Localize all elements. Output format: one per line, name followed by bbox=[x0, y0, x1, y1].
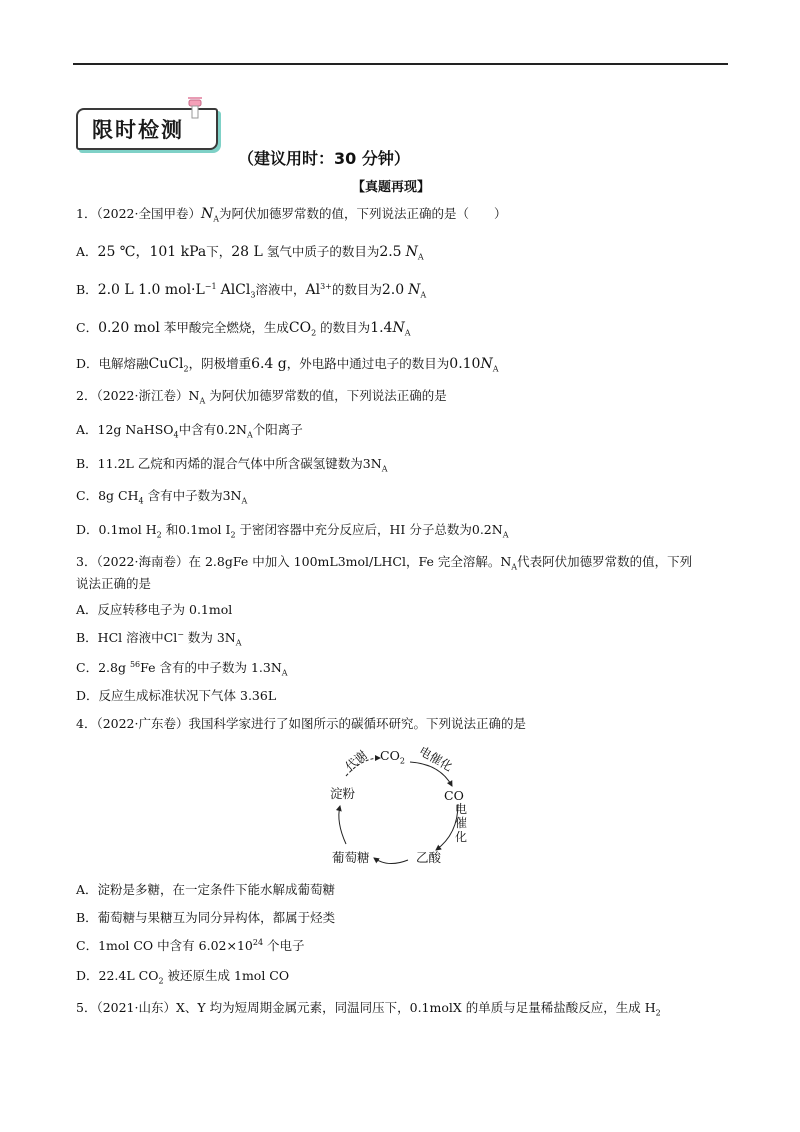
option-math: HI bbox=[389, 522, 406, 537]
option-text: 数为 3N bbox=[187, 630, 236, 646]
option-math: 6.4 g bbox=[251, 356, 287, 372]
na-sub: A bbox=[241, 496, 248, 506]
option-text: 氢气中质子的数目为 bbox=[266, 244, 380, 259]
option-math: 3N bbox=[362, 456, 382, 471]
option-math: CuCl bbox=[148, 356, 184, 372]
option-text: 分子总数为 bbox=[409, 522, 472, 537]
na-var: N bbox=[408, 282, 421, 299]
option-text: ，外电路中通过电子的数目为 bbox=[286, 356, 450, 371]
option-text: 含有中子数为 bbox=[147, 488, 223, 503]
suggested-time: （建议用时：30 分钟） bbox=[238, 149, 410, 168]
q5-sub: 2 bbox=[655, 1008, 661, 1018]
option-math: 3N bbox=[222, 488, 242, 503]
option-math: 2.0 L 1.0 mol·L bbox=[97, 282, 205, 299]
top-rule bbox=[73, 63, 728, 65]
q3-text: 代表阿伏加德罗常数的值，下列 bbox=[517, 554, 693, 569]
option-math: Cl bbox=[163, 630, 178, 646]
label-electrocatalysis-1: 电催化 bbox=[416, 743, 455, 774]
option-math: 28 L bbox=[231, 244, 263, 260]
option-text: 和 bbox=[165, 522, 179, 537]
node-co2-sub: 2 bbox=[399, 756, 405, 766]
option-label: B． bbox=[76, 282, 98, 298]
option-sub: 3 bbox=[250, 290, 256, 300]
na-sub: A bbox=[246, 430, 253, 440]
carbon-cycle-diagram bbox=[318, 742, 478, 870]
elec2-char: 化 bbox=[455, 830, 468, 844]
option-math: 0.2N bbox=[471, 522, 503, 537]
q3-option-c bbox=[76, 660, 288, 678]
option-text: C．1mol CO 中含有 bbox=[76, 938, 195, 954]
na-var: N bbox=[188, 388, 200, 403]
option-math: 1.4 bbox=[370, 320, 393, 336]
node-co: CO bbox=[444, 788, 464, 803]
q1-na-var: N bbox=[201, 206, 214, 222]
option-math: Al bbox=[305, 282, 321, 299]
option-text: 溶液中， bbox=[255, 282, 306, 298]
node-co2-text: CO bbox=[380, 748, 400, 763]
option-math: 12g NaHSO bbox=[97, 422, 174, 437]
q1-na-sub: A bbox=[213, 214, 220, 224]
q1-option-b bbox=[76, 282, 426, 300]
q2-option-c bbox=[76, 488, 247, 506]
option-text: 苯甲酸完全燃烧，生成 bbox=[163, 320, 289, 335]
na-sub: A bbox=[281, 668, 288, 678]
q5-stem bbox=[76, 1000, 661, 1018]
q2-stem bbox=[76, 388, 447, 406]
option-math: 0.20 mol bbox=[98, 320, 160, 336]
option-math: 25 ℃，101 kPa bbox=[97, 244, 207, 260]
node-co2 bbox=[380, 748, 405, 766]
option-label: D． bbox=[76, 522, 99, 537]
na-sub: A bbox=[502, 530, 509, 540]
q1-option-a bbox=[76, 244, 424, 262]
badge-title: 限时检测 bbox=[92, 118, 184, 142]
na-sub: A bbox=[381, 464, 388, 474]
q1-option-d bbox=[76, 356, 498, 374]
option-label: A． bbox=[76, 422, 98, 437]
option-text: 被还原生成 1mol CO bbox=[167, 968, 290, 983]
option-sup: −1 bbox=[204, 282, 217, 291]
option-label: C． bbox=[76, 488, 99, 503]
option-sub: 2 bbox=[183, 364, 189, 374]
option-math: 2.5 bbox=[379, 244, 402, 260]
option-math: 2.0 bbox=[381, 282, 405, 299]
option-sub: 4 bbox=[173, 430, 179, 440]
option-text: B．11.2L 乙烷和丙烯的混合气体中所含碳氢键数为 bbox=[76, 456, 363, 471]
q2-option-a bbox=[76, 422, 303, 440]
option-math: 0.10 bbox=[449, 356, 481, 372]
q2-text: 为阿伏加德罗常数的值，下列说法正确的是 bbox=[209, 388, 447, 403]
option-text: D．22.4L CO bbox=[76, 968, 159, 983]
q3-stem-line2: 说法正确的是 bbox=[76, 576, 152, 591]
na-sub: A bbox=[417, 252, 424, 262]
q3-text: 3．（2022·海南卷）在 2.8gFe 中加入 100mL3mol/LHCl，Fe 完全溶解。N bbox=[76, 554, 512, 569]
option-math: AlCl bbox=[220, 282, 251, 299]
q1-source: （2022·全国甲卷） bbox=[96, 206, 201, 221]
option-label: A． bbox=[76, 244, 98, 259]
q4-option-d bbox=[76, 968, 289, 986]
binder-clip-icon bbox=[186, 96, 206, 120]
option-sub: 4 bbox=[138, 496, 144, 506]
q4-option-a: A．淀粉是多糖，在一定条件下能水解成葡萄糖 bbox=[76, 882, 336, 897]
elec2-char: 催 bbox=[455, 816, 468, 830]
option-text: 中含有 bbox=[178, 422, 217, 437]
option-math: 6.02×10 bbox=[198, 938, 253, 954]
option-math: 8g CH bbox=[98, 488, 139, 503]
option-text: 于密闭容器中充分反应后， bbox=[239, 522, 390, 537]
q3-option-a: A．反应转移电子为 0.1mol bbox=[76, 602, 233, 617]
option-math: CO bbox=[288, 320, 312, 336]
q1-text: 为阿伏加德罗常数的值，下列说法正确的是（ ） bbox=[219, 206, 507, 221]
option-text: 电解熔融 bbox=[98, 356, 149, 371]
q5-text: 5．（2021·山东）X、Y 均为短周期金属元素，同温同压下，0.1molX 的单质与足量稀盐酸反应，生成 H bbox=[76, 1000, 656, 1015]
option-text: C．2.8g bbox=[76, 660, 126, 676]
label-metabolism: 代谢 bbox=[342, 747, 371, 774]
option-sub: 2 bbox=[230, 530, 236, 540]
option-text: 个电子 bbox=[267, 938, 305, 954]
q1-number: 1． bbox=[76, 206, 97, 221]
option-sub: 2 bbox=[156, 530, 162, 540]
na-sub: A bbox=[235, 638, 242, 648]
na-sub: A bbox=[404, 328, 411, 338]
q3-option-b bbox=[76, 630, 242, 648]
option-label: D． bbox=[76, 356, 99, 371]
option-sup: 3+ bbox=[320, 282, 332, 291]
option-math: Fe bbox=[140, 660, 156, 676]
option-sub: 2 bbox=[158, 976, 164, 986]
q2-option-b bbox=[76, 456, 387, 474]
option-math: 0.2N bbox=[216, 422, 247, 437]
na-var: N bbox=[392, 320, 405, 336]
q4-option-c bbox=[76, 938, 305, 953]
node-glucose: 葡萄糖 bbox=[332, 850, 370, 865]
node-acetic-acid: 乙酸 bbox=[416, 850, 442, 865]
na-sub: A bbox=[511, 562, 518, 572]
option-text: B．HCl 溶液中 bbox=[76, 630, 164, 646]
option-sup: 56 bbox=[129, 660, 141, 669]
section-heading: 【真题再现】 bbox=[352, 180, 431, 195]
option-sup: − bbox=[177, 630, 184, 639]
option-text: 的数目为 bbox=[320, 320, 371, 335]
option-label: C． bbox=[76, 320, 99, 335]
option-text: 的数目为 bbox=[331, 282, 382, 298]
na-sub: A bbox=[199, 396, 206, 406]
option-text: ，阴极增重 bbox=[188, 356, 252, 371]
na-sub: A bbox=[420, 290, 427, 300]
q2-number-source: 2．（2022·浙江卷） bbox=[76, 388, 189, 403]
q1-option-c bbox=[76, 320, 410, 338]
option-math: 0.1mol H bbox=[98, 522, 157, 537]
q3-option-d: D．反应生成标准状况下气体 3.36L bbox=[76, 688, 277, 703]
na-var: N bbox=[480, 356, 493, 372]
q4-stem: 4．（2022·广东卷）我国科学家进行了如图所示的碳循环研究。下列说法正确的是 bbox=[76, 716, 526, 731]
elec2-char: 电 bbox=[455, 802, 468, 816]
label-electrocatalysis-2 bbox=[455, 802, 467, 844]
q1-stem bbox=[76, 206, 507, 224]
option-math: 0.1mol I bbox=[178, 522, 231, 537]
q3-stem-line1 bbox=[76, 554, 692, 572]
option-text: 个阳离子 bbox=[252, 422, 303, 437]
na-var: N bbox=[405, 244, 418, 260]
q4-option-b: B．葡萄糖与果糖互为同分异构体，都属于烃类 bbox=[76, 910, 336, 925]
node-starch: 淀粉 bbox=[330, 786, 356, 801]
option-text: 含有的中子数为 1.3N bbox=[159, 660, 282, 676]
option-sup: 24 bbox=[252, 938, 264, 947]
q2-option-d bbox=[76, 522, 508, 540]
na-sub: A bbox=[492, 364, 499, 374]
option-sub: 2 bbox=[311, 328, 317, 338]
option-text: 下， bbox=[206, 244, 232, 259]
